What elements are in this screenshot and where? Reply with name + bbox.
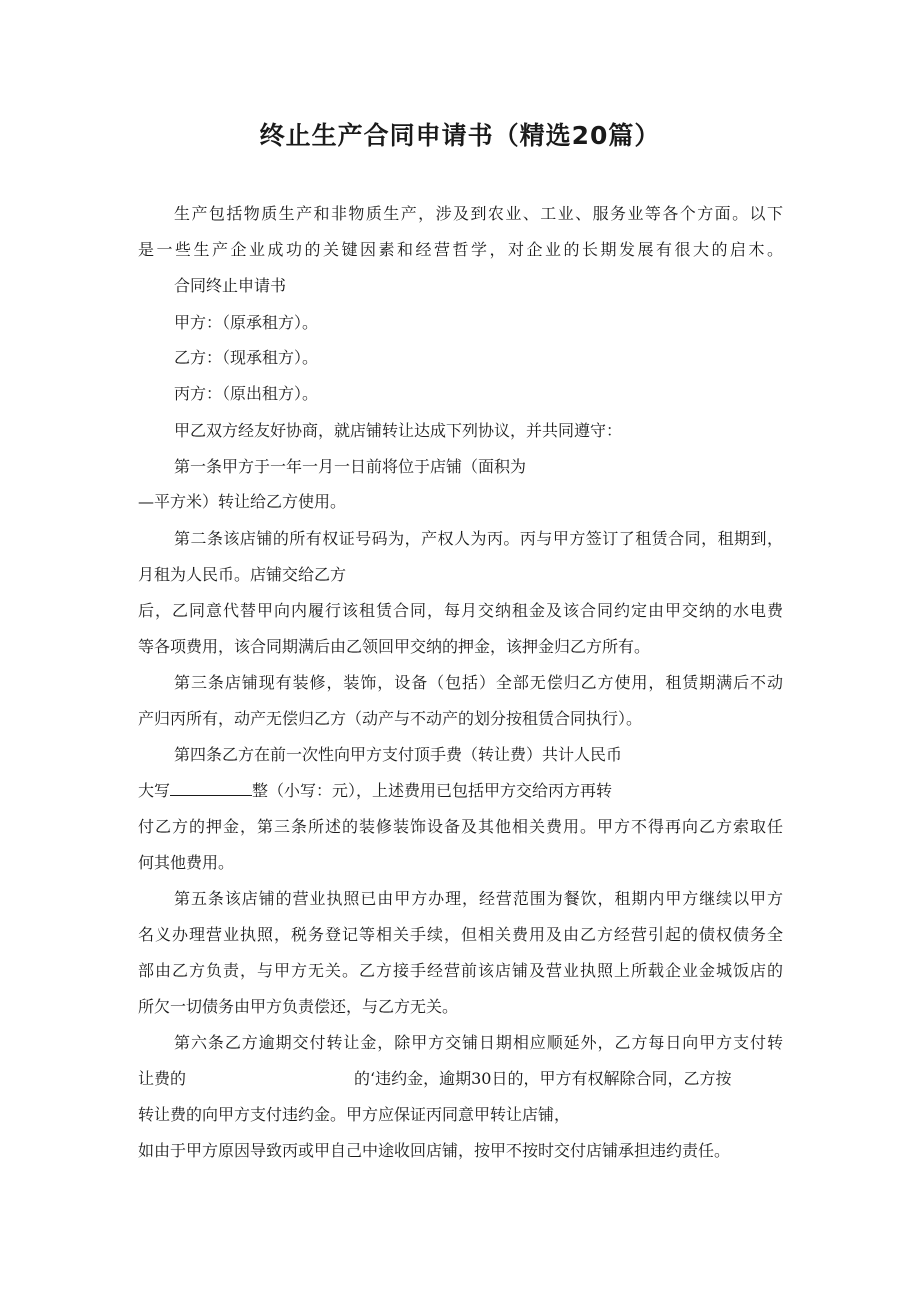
clause-6-line: 如由于甲方原因导致丙或甲自己中途收回店铺，按甲不按时交付店铺承担违约责任。	[138, 1141, 731, 1160]
clause-2-line: 后，乙同意代替甲向内履行该租赁合同，每月交纳租金及该合同约定由甲交纳的水电费	[138, 601, 783, 620]
amount-blank	[170, 781, 252, 796]
clause-5-line: 名义办理营业执照，税务登记等相关手续，但相关费用及由乙方经营引起的债权债务全	[138, 925, 783, 944]
clause-5-line: 第五条该店铺的营业执照已由甲方办理，经营范围为餐饮，租期内甲方继续以甲方	[174, 889, 783, 908]
clause-6-line: 转让费的向甲方支付违约金。甲方应保证丙同意甲转让店铺，	[138, 1105, 571, 1124]
section-heading: 合同终止申请书	[174, 276, 287, 295]
party-c-line: 丙方：（原出租方）。	[174, 384, 319, 403]
clause-3-line: 第三条店铺现有装修，装饰，设备（包括）全部无偿归乙方使用，租赁期满后不动	[174, 673, 783, 692]
clause-4-text: 大写	[138, 781, 171, 800]
paragraph-line: 生产包括物质生产和非物质生产，涉及到农业、工业、服务业等各个方面。以下	[174, 204, 783, 223]
clause-2-line: 等各项费用，该合同期满后由乙领回甲交纳的押金，该押金归乙方所有。	[138, 637, 651, 656]
clause-5-line: 所欠一切债务由甲方负责偿还，与乙方无关。	[138, 997, 459, 1016]
clause-2-line: 第二条该店铺的所有权证号码为，产权人为丙。丙与甲方签订了租赁合同，租期到，	[174, 529, 783, 548]
clause-4-line: 何其他费用。	[138, 853, 235, 872]
party-a-line: 甲方：（原承租方）。	[174, 313, 319, 332]
clause-1-line: —平方米）转让给乙方使用。	[138, 492, 347, 511]
document-title: 终止生产合同申请书（精选20篇）	[259, 121, 661, 150]
clause-4-line: 第四条乙方在前一次性向甲方支付顶手费（转让费）共计人民币	[174, 745, 623, 764]
clause-6-line	[138, 1069, 731, 1089]
party-b-line: 乙方：（现承租方）。	[174, 348, 319, 367]
paragraph-line: 是一些生产企业成功的关键因素和经营哲学，对企业的长期发展有很大的启木。	[138, 240, 783, 259]
clause-6-text: 的‘违约金，逾期30日的，甲方有权解除合同，乙方按	[354, 1069, 732, 1088]
clause-4-line	[138, 781, 612, 801]
clause-4-text: 整（小写：元），上述费用已包括甲方交给丙方再转	[252, 781, 613, 800]
clause-6-line: 第六条乙方逾期交付转让金，除甲方交铺日期相应顺延外，乙方每日向甲方支付转	[174, 1033, 783, 1052]
clause-4-line: 付乙方的押金，第三条所述的装修装饰设备及其他相关费用。甲方不得再向乙方索取任	[138, 817, 783, 836]
clause-1-line: 第一条甲方于一年一月一日前将位于店铺（面积为	[174, 457, 527, 476]
clause-2-line: 月租为人民币。店铺交给乙方	[138, 565, 347, 584]
clause-6-text: 让费的	[138, 1069, 187, 1088]
clause-5-line: 部由乙方负责，与甲方无关。乙方接手经营前该店铺及营业执照上所载企业金城饭店的	[138, 961, 783, 980]
paragraph-line: 甲乙双方经友好协商，就店铺转让达成下列协议，并共同遵守：	[174, 421, 623, 440]
clause-3-line: 产归丙所有，动产无偿归乙方（动产与不动产的划分按租赁合同执行）。	[138, 709, 643, 728]
